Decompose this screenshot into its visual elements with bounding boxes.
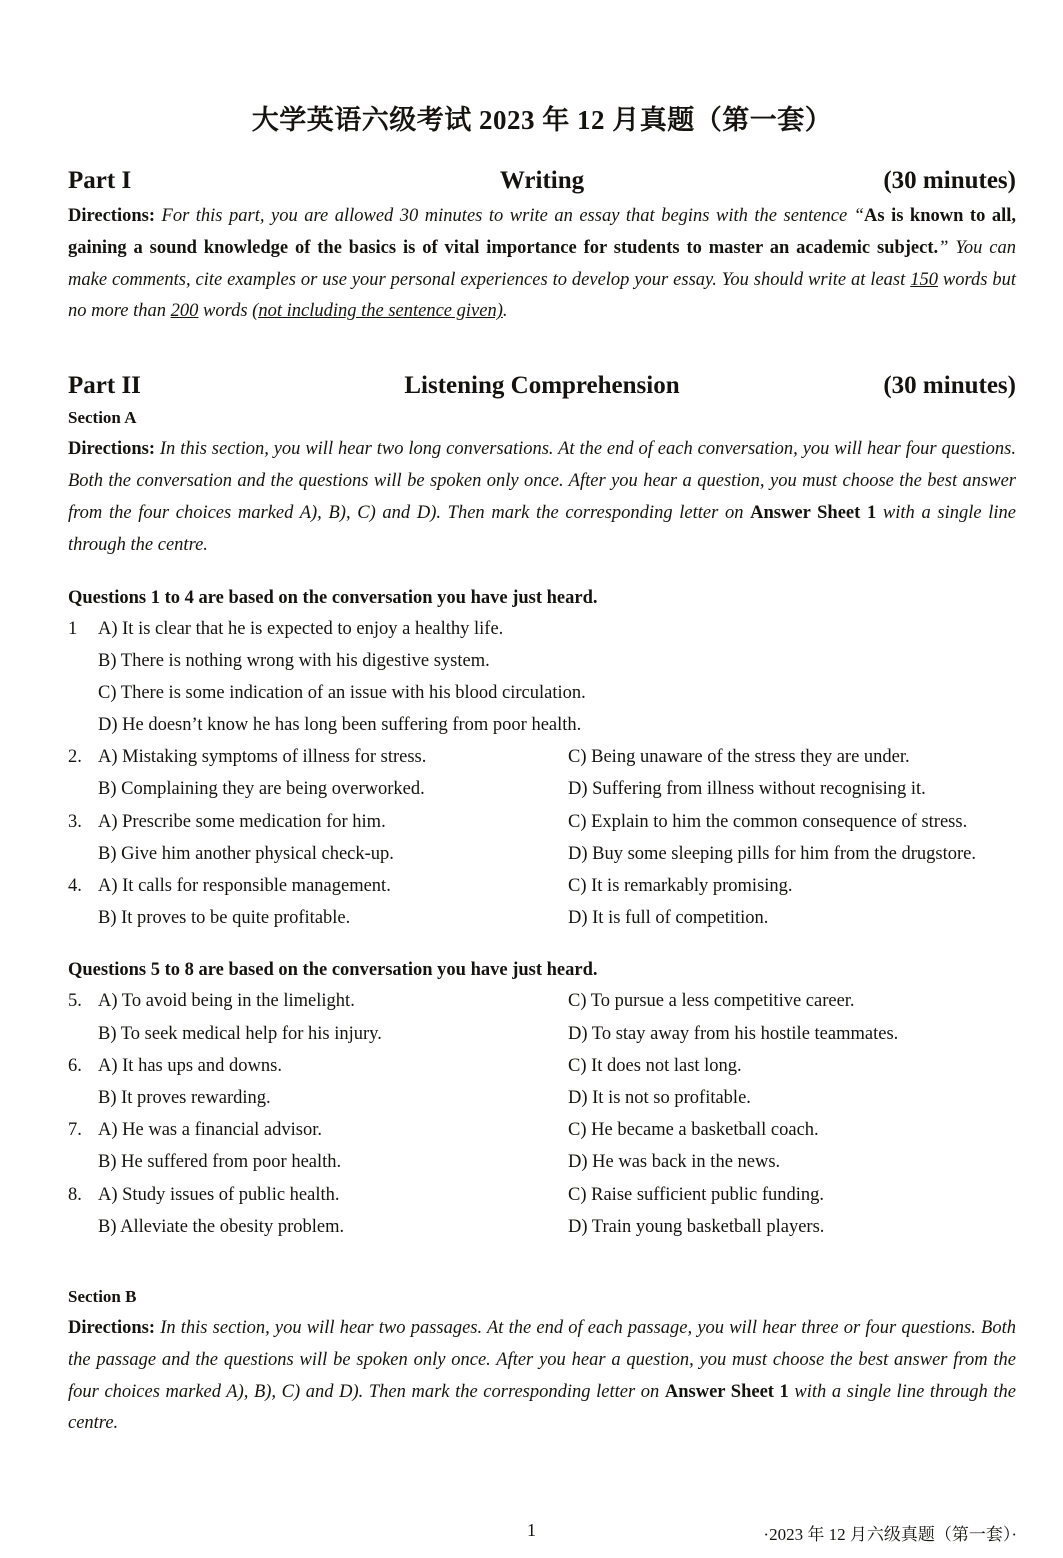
question-row (68, 1146, 1016, 1178)
question-number-spacer (68, 1211, 98, 1243)
question-row (68, 902, 1016, 934)
question-number: 4. (68, 876, 82, 896)
question-option-d[interactable]: D) Suffering from illness without recognising it. (568, 779, 926, 800)
question-option-d[interactable]: D) It is not so profitable. (568, 1087, 751, 1108)
question-number: 1 (68, 618, 78, 639)
question-option-b[interactable]: B) He suffered from poor health. (98, 1152, 342, 1173)
question-row (68, 1018, 1016, 1050)
question-option-b[interactable]: B) Give him another physical check-up. (98, 843, 394, 864)
question-number-spacer (68, 1018, 98, 1050)
questions-1-4-heading: Questions 1 to 4 are based on the conversation you have just heard. (68, 587, 598, 608)
question-number: 6. (68, 1055, 82, 1076)
question-number-spacer (68, 838, 98, 870)
question-option-c[interactable]: C) It is remarkably promising. (568, 876, 793, 896)
question-option-b[interactable]: B) It proves rewarding. (98, 1087, 271, 1108)
section-b-directions-text-2: with a single line through the centre. (68, 1381, 1016, 1434)
page-number: 1 (527, 1520, 536, 1540)
question-option-c[interactable]: C) It does not last long. (568, 1055, 742, 1076)
question-row (68, 645, 1016, 677)
question-number: 5. (68, 991, 82, 1012)
question-number-spacer (68, 645, 98, 677)
max-words-value: 200 (170, 301, 199, 322)
question-option-b[interactable]: B) To seek medical help for his injury. (98, 1023, 382, 1044)
question-number: 7. (68, 1120, 82, 1141)
question-1-block (68, 613, 1016, 742)
directions-word: Directions: (68, 1317, 155, 1338)
question-number: 3. (68, 811, 82, 832)
section-b-label: Section B (68, 1286, 137, 1306)
question-option-c[interactable]: C) He became a basketball coach. (568, 1120, 819, 1141)
question-number: 2. (68, 747, 82, 768)
question-row (68, 1082, 1016, 1114)
section-a-label: Section A (68, 408, 137, 428)
question-row (68, 838, 1016, 870)
question-option-d[interactable]: D) He was back in the news. (568, 1152, 781, 1173)
question-row (68, 806, 1016, 838)
question-number-spacer (68, 902, 98, 934)
question-option-b[interactable]: B) Alleviate the obesity problem. (98, 1216, 345, 1237)
question-row (68, 870, 1016, 902)
question-number-spacer (68, 709, 98, 741)
question-option-b[interactable]: B) Complaining they are being overworked. (98, 779, 425, 800)
question-number-spacer (68, 773, 98, 805)
question-option-a[interactable]: A) Mistaking symptoms of illness for stress. (98, 747, 427, 768)
question-3-block (68, 806, 1016, 870)
question-6-block (68, 1050, 1016, 1114)
directions-word: Directions: (68, 439, 155, 460)
question-option[interactable]: B) There is nothing wrong with his digestive system. (98, 650, 490, 671)
min-words-value: 150 (910, 269, 938, 290)
part-1-directions-text-4: words (198, 301, 253, 322)
question-option-b[interactable]: B) It proves to be quite profitable. (98, 908, 351, 929)
part-1-directions-text-1: For this part, you are allowed 30 minutes to write an essay that begins with the sentence “ (161, 206, 864, 226)
question-option-d[interactable]: D) It is full of competition. (568, 908, 769, 929)
question-8-block (68, 1179, 1016, 1243)
question-row (68, 741, 1016, 773)
question-option-a[interactable]: A) To avoid being in the limelight. (98, 991, 355, 1012)
question-row (68, 773, 1016, 805)
question-option-c[interactable]: C) Being unaware of the stress they are under. (568, 747, 910, 768)
question-2-block (68, 741, 1016, 805)
part-2-header (68, 372, 1016, 400)
question-option[interactable]: C) There is some indication of an issue with his blood circulation. (98, 682, 586, 703)
question-option-c[interactable]: C) To pursue a less competitive career. (568, 991, 855, 1012)
part-1-directions-end: . (502, 301, 508, 322)
part-1-directions (68, 201, 1016, 328)
question-row (68, 677, 1016, 709)
section-b-answer-sheet: Answer Sheet 1 (664, 1381, 789, 1402)
part-2-title: Listening Comprehension (404, 372, 680, 400)
question-option-c[interactable]: C) Explain to him the common consequence of stress. (568, 811, 968, 832)
question-option-d[interactable]: D) Train young basketball players. (568, 1216, 825, 1237)
part-1-label: Part I (68, 167, 132, 194)
part-1-directions-bold: As is known to all, gaining a sound knowledge of the basics is of vital importance for students to master an academic subject. (68, 206, 1016, 258)
question-option-a[interactable]: A) He was a financial advisor. (98, 1120, 322, 1141)
section-a-directions-text-2: with a single line through the centre. (68, 502, 1017, 555)
question-5-block (68, 985, 1016, 1049)
section-a-answer-sheet: Answer Sheet 1 (750, 502, 877, 523)
question-4-block (68, 870, 1016, 934)
question-number-spacer (68, 1082, 98, 1114)
part-1-title: Writing (499, 167, 585, 194)
question-row (68, 1211, 1016, 1243)
page-title: 大学英语六级考试 2023 年 12 月真题（第一套） (251, 105, 833, 135)
part-1-directions-text-3: words but no more than (68, 269, 1016, 322)
question-option[interactable]: A) It is clear that he is expected to enjoy a healthy life. (98, 618, 504, 639)
section-a-directions (68, 434, 1016, 561)
section-a-directions-text-1: In this section, you will hear two long conversations. At the end of each conversation, you will hear four questions. Both the conversation and the questions will be spoken only once. After you hear a question, you must choose the best answer from the four choices marked A), B), C) and D). Then mark the corresponding letter on (68, 439, 1016, 523)
question-option-d[interactable]: D) Buy some sleeping pills for him from the drugstore. (568, 843, 976, 864)
question-option-a[interactable]: A) It has ups and downs. (98, 1055, 282, 1076)
question-row (68, 1114, 1016, 1146)
question-option-a[interactable]: A) Study issues of public health. (98, 1184, 340, 1205)
question-number-spacer (68, 677, 98, 709)
question-option[interactable]: D) He doesn’t know he has long been suffering from poor health. (98, 715, 582, 736)
question-number: 8. (68, 1184, 82, 1205)
section-b-directions-text-1: In this section, you will hear two passages. At the end of each passage, you will hear three or four questions. Both the passage and the questions will be spoken only once. After you hear a question, you must choose the best answer from the four choices marked A), B), C) and D). Then mark the corresponding letter on (68, 1317, 1016, 1402)
part-1-directions-underlined: (not including the sentence given) (252, 301, 503, 322)
question-option-a[interactable]: A) Prescribe some medication for him. (98, 811, 386, 832)
question-row (68, 709, 1016, 741)
question-option-c[interactable]: C) Raise sufficient public funding. (568, 1184, 825, 1205)
part-2-label: Part II (68, 372, 141, 400)
question-row (68, 613, 1016, 645)
part-2-time: (30 minutes) (883, 372, 1016, 400)
question-option-a[interactable]: A) It calls for responsible management. (98, 876, 391, 896)
question-7-block (68, 1114, 1016, 1178)
question-number-spacer (68, 1146, 98, 1178)
question-option-d[interactable]: D) To stay away from his hostile teammates. (568, 1023, 899, 1044)
part-1-header (68, 167, 1016, 195)
question-row (68, 1179, 1016, 1211)
page-content (68, 0, 1016, 1440)
footer-note: ·2023 年 12 月六级真题（第一套）· (763, 1525, 1017, 1544)
part-1-directions-text-2: ” You can make comments, cite examples or use your personal experiences to develop your essay. You should write at least (68, 237, 1017, 290)
question-row (68, 985, 1016, 1017)
part-1-time: (30 minutes) (883, 167, 1016, 194)
section-b-directions (68, 1313, 1016, 1440)
questions-5-8-heading: Questions 5 to 8 are based on the conversation you have just heard. (68, 960, 598, 981)
question-row (68, 1050, 1016, 1082)
directions-word: Directions: (68, 206, 155, 226)
